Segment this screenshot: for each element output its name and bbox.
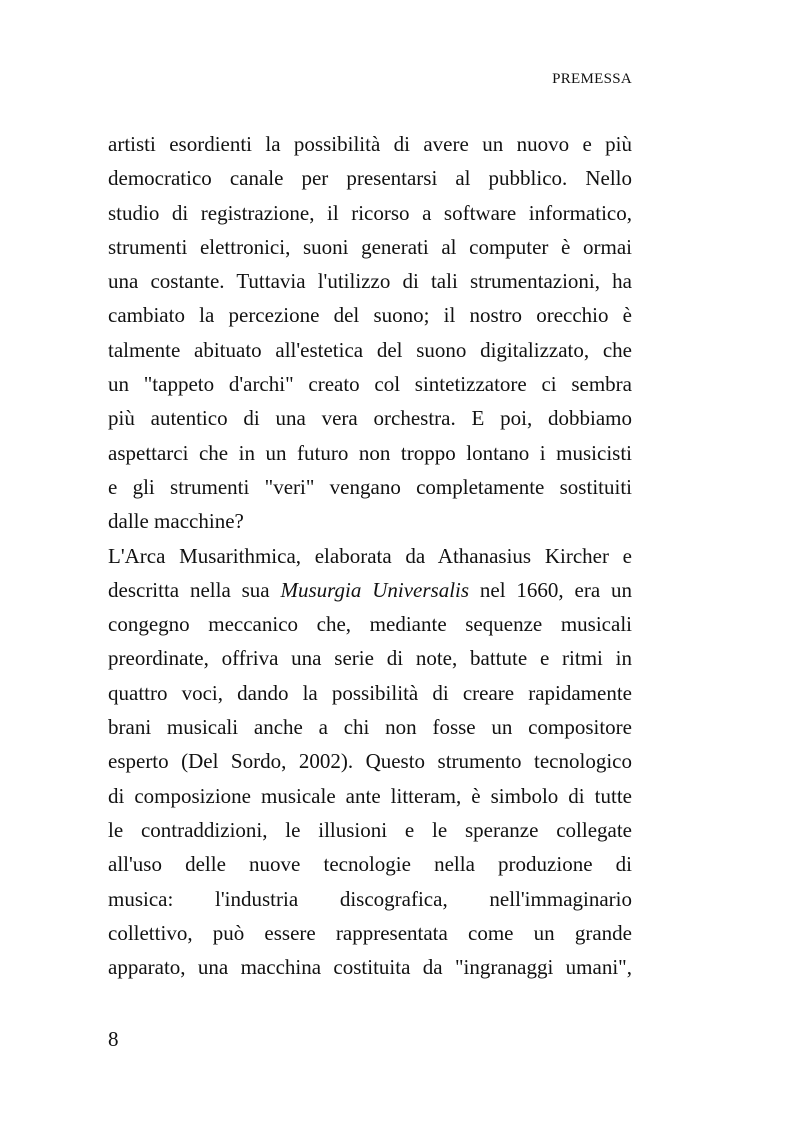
text-line: all'uso delle nuove tecnologie nella produzione di — [108, 852, 632, 877]
text-line: un "tappeto d'archi" creato col sintetizzatore ci sembra — [108, 372, 632, 397]
text-line: democratico canale per presentarsi al pubblico. Nello — [108, 166, 632, 191]
running-header: PREMESSA — [552, 71, 632, 87]
page-number: 8 — [108, 1027, 119, 1051]
text-line: talmente abituato all'estetica del suono digitalizzato, che — [108, 337, 632, 362]
text-line: più autentico di una vera orchestra. E poi, dobbiamo — [108, 406, 632, 431]
body-text — [108, 127, 632, 984]
text-line: quattro voci, dando la possibilità di creare rapidamente — [108, 680, 632, 705]
text-line: L'Arca Musarithmica, elaborata da Athanasius Kircher e — [108, 543, 632, 568]
text-line: una costante. Tuttavia l'utilizzo di tali strumentazioni, ha — [108, 269, 632, 294]
text-line: di composizione musicale ante litteram, è simbolo di tutte — [108, 783, 632, 808]
text-line: artisti esordienti la possibilità di avere un nuovo e più — [108, 132, 632, 156]
text-line: strumenti elettronici, suoni generati al computer è ormai — [108, 234, 632, 259]
text-line: preordinate, offriva una serie di note, battute e ritmi in — [108, 646, 632, 671]
text-segment: descritta nella sua — [108, 577, 281, 602]
text-line: studio di registrazione, il ricorso a software informatico, — [108, 200, 632, 225]
text-line: esperto (Del Sordo, 2002). Questo strumento tecnologico — [108, 749, 632, 774]
text-line: e gli strumenti "veri" vengano completamente sostituiti — [108, 474, 632, 499]
book-title: Musurgia Universalis — [280, 577, 470, 602]
text-line: musica: l'industria discografica, nell'immaginario — [108, 886, 632, 911]
text-line: cambiato la percezione del suono; il nostro orecchio è — [108, 303, 632, 328]
text-line: dalle macchine? — [108, 509, 244, 534]
text-line: congegno meccanico che, mediante sequenze musicali — [108, 612, 632, 637]
text-line: aspettarci che in un futuro non troppo lontano i musicisti — [108, 440, 632, 465]
text-line — [108, 573, 632, 607]
text-line: brani musicali anche a chi non fosse un compositore — [108, 715, 632, 740]
text-segment: nel 1660, era un — [469, 577, 632, 602]
text-line: collettivo, può essere rappresentata come un grande — [108, 920, 632, 945]
text-line: le contraddizioni, le illusioni e le speranze collegate — [108, 817, 632, 842]
text-line: apparato, una macchina costituita da "ingranaggi umani", — [108, 955, 632, 980]
